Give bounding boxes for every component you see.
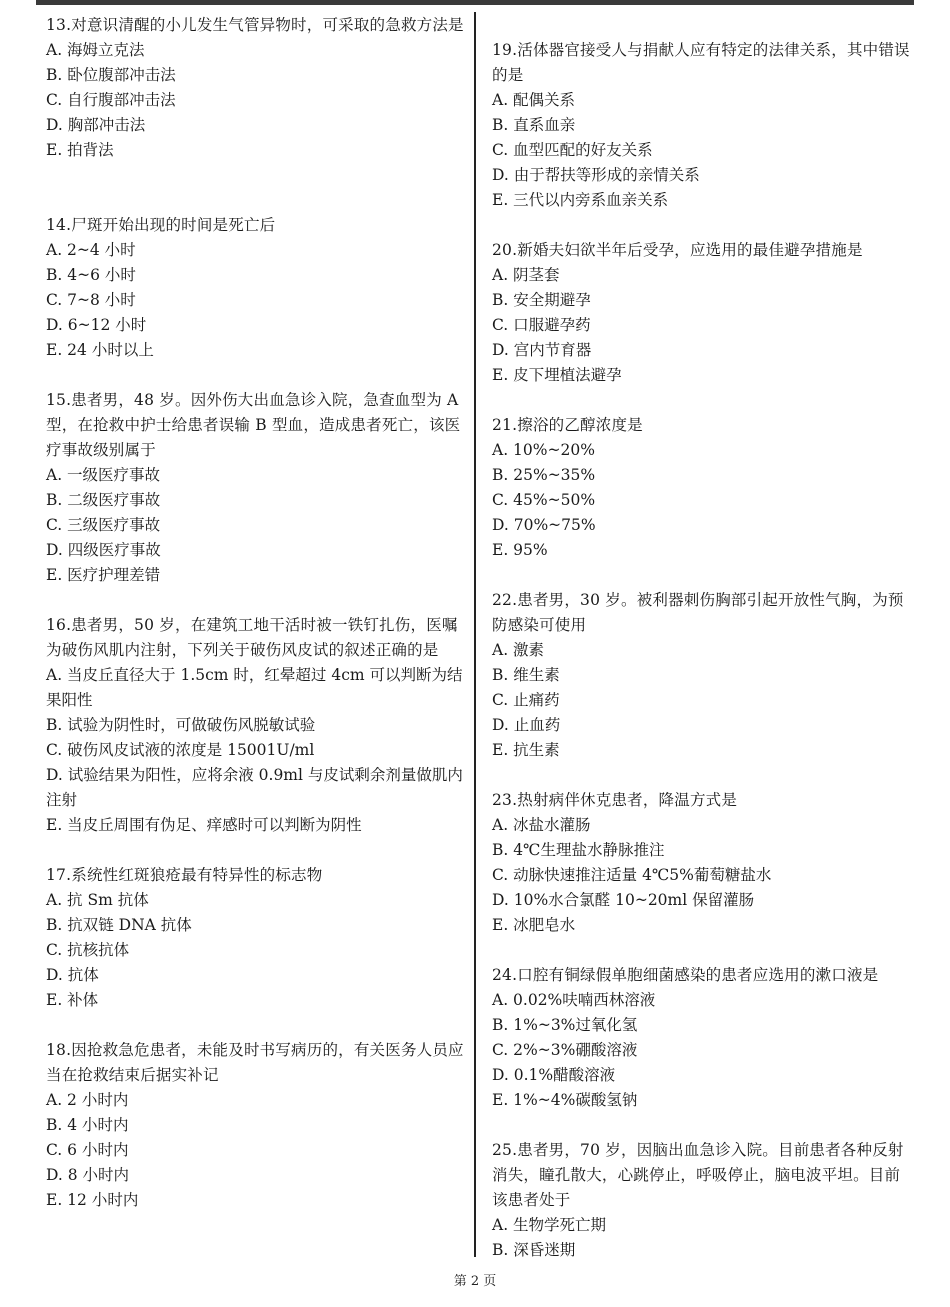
option-c: C. 自行腹部冲击法 xyxy=(46,91,176,109)
option-a: A. 2 小时内 xyxy=(46,1091,129,1109)
option-d: D. 抗体 xyxy=(46,966,99,984)
option-a: A. 10%~20% xyxy=(492,441,595,459)
question-stem: 13.对意识清醒的小儿发生气管异物时，可采取的急救方法是 xyxy=(46,16,464,34)
question-stem: 18.因抢救急危患者，未能及时书写病历的，有关医务人员应当在抢救结束后据实补记 xyxy=(46,1041,464,1084)
option-b: B. 卧位腹部冲击法 xyxy=(46,66,176,84)
option-e: E. 12 小时内 xyxy=(46,1191,139,1209)
question-24 xyxy=(492,963,912,1113)
option-b: B. 维生素 xyxy=(492,666,560,684)
option-c: C. 口服避孕药 xyxy=(492,316,591,334)
option-a: A. 海姆立克法 xyxy=(46,41,145,59)
option-e: E. 95% xyxy=(492,541,548,559)
option-a: A. 生物学死亡期 xyxy=(492,1216,607,1234)
option-e: E. 三代以内旁系血亲关系 xyxy=(492,191,669,209)
option-d: D. 止血药 xyxy=(492,716,561,734)
question-stem: 24.口腔有铜绿假单胞细菌感染的患者应选用的漱口液是 xyxy=(492,966,879,984)
option-e: E. 医疗护理差错 xyxy=(46,566,161,584)
option-b: B. 直系血亲 xyxy=(492,116,576,134)
option-e: E. 补体 xyxy=(46,991,99,1009)
question-18 xyxy=(46,1038,466,1213)
option-a: A. 抗 Sm 抗体 xyxy=(46,891,149,909)
option-b: B. 1%~3%过氧化氢 xyxy=(492,1016,638,1034)
question-stem: 20.新婚夫妇欲半年后受孕，应选用的最佳避孕措施是 xyxy=(492,241,863,259)
option-d: D. 宫内节育器 xyxy=(492,341,592,359)
question-16 xyxy=(46,613,466,838)
option-d: D. 试验结果为阳性，应将余液 0.9ml 与皮试剩余剂量做肌内注射 xyxy=(46,766,463,809)
question-stem: 17.系统性红斑狼疮最有特异性的标志物 xyxy=(46,866,323,884)
option-d: D. 6~12 小时 xyxy=(46,316,147,334)
top-border-bar xyxy=(36,0,914,5)
option-c: C. 破伤风皮试液的浓度是 15001U/ml xyxy=(46,741,315,759)
option-b: B. 安全期避孕 xyxy=(492,291,591,309)
option-d: D. 0.1%醋酸溶液 xyxy=(492,1066,616,1084)
question-stem: 23.热射病伴休克患者，降温方式是 xyxy=(492,791,738,809)
question-stem: 25.患者男，70 岁，因脑出血急诊入院。目前患者各种反射消失，瞳孔散大，心跳停止，呼吸停止，脑电波平坦。目前该患者处于 xyxy=(492,1141,904,1209)
option-c: C. 7~8 小时 xyxy=(46,291,136,309)
left-question-column xyxy=(46,13,466,1213)
option-c: C. 动脉快速推注适量 4℃5%葡萄糖盐水 xyxy=(492,866,772,884)
option-c: C. 三级医疗事故 xyxy=(46,516,161,534)
option-d: D. 四级医疗事故 xyxy=(46,541,161,559)
question-20 xyxy=(492,238,912,388)
option-e: E. 皮下埋植法避孕 xyxy=(492,366,622,384)
option-d: D. 胸部冲击法 xyxy=(46,116,146,134)
question-23 xyxy=(492,788,912,938)
option-e: E. 1%~4%碳酸氢钠 xyxy=(492,1091,638,1109)
question-15 xyxy=(46,388,466,588)
question-25 xyxy=(492,1138,912,1263)
option-d: D. 10%水合氯醛 10~20ml 保留灌肠 xyxy=(492,891,755,909)
option-b: B. 二级医疗事故 xyxy=(46,491,161,509)
option-b: B. 试验为阴性时，可做破伤风脱敏试验 xyxy=(46,716,316,734)
option-a: A. 当皮丘直径大于 1.5cm 时，红晕超过 4cm 可以判断为结果阳性 xyxy=(46,666,463,709)
page-number-footer: 第 2 页 xyxy=(453,1274,497,1289)
option-d: D. 由于帮扶等形成的亲情关系 xyxy=(492,166,700,184)
option-e: E. 抗生素 xyxy=(492,741,560,759)
option-e: E. 拍背法 xyxy=(46,141,114,159)
option-a: A. 2~4 小时 xyxy=(46,241,136,259)
question-19 xyxy=(492,38,912,213)
option-a: A. 一级医疗事故 xyxy=(46,466,161,484)
option-b: B. 抗双链 DNA 抗体 xyxy=(46,916,192,934)
option-e: E. 24 小时以上 xyxy=(46,341,154,359)
option-b: B. 4~6 小时 xyxy=(46,266,136,284)
option-d: D. 70%~75% xyxy=(492,516,596,534)
option-c: C. 2%~3%硼酸溶液 xyxy=(492,1041,638,1059)
question-stem: 22.患者男，30 岁。被利器刺伤胸部引起开放性气胸，为预防感染可使用 xyxy=(492,591,904,634)
question-13 xyxy=(46,13,466,163)
option-b: B. 深昏迷期 xyxy=(492,1241,576,1259)
column-divider xyxy=(474,12,476,1257)
right-question-column xyxy=(492,38,912,1263)
question-stem: 21.擦浴的乙醇浓度是 xyxy=(492,416,643,434)
option-c: C. 抗核抗体 xyxy=(46,941,130,959)
option-a: A. 0.02%呋喃西林溶液 xyxy=(492,991,656,1009)
option-c: C. 血型匹配的好友关系 xyxy=(492,141,653,159)
question-stem: 14.尸斑开始出现的时间是死亡后 xyxy=(46,216,276,234)
question-stem: 16.患者男，50 岁，在建筑工地干活时被一铁钉扎伤，医嘱为破伤风肌内注射，下列关于破伤风皮试的叙述正确的是 xyxy=(46,616,458,659)
option-e: E. 冰肥皂水 xyxy=(492,916,576,934)
option-c: C. 45%~50% xyxy=(492,491,596,509)
option-c: C. 止痛药 xyxy=(492,691,560,709)
option-e: E. 当皮丘周围有伪足、痒感时可以判断为阴性 xyxy=(46,816,362,834)
option-a: A. 激素 xyxy=(492,641,545,659)
option-b: B. 4 小时内 xyxy=(46,1116,129,1134)
question-14 xyxy=(46,213,466,363)
question-stem: 15.患者男，48 岁。因外伤大出血急诊入院，急查血型为 A 型，在抢救中护士给患者误输 B 型血，造成患者死亡，该医疗事故级别属于 xyxy=(46,391,461,459)
option-c: C. 6 小时内 xyxy=(46,1141,129,1159)
question-17 xyxy=(46,863,466,1013)
question-stem: 19.活体器官接受人与捐献人应有特定的法律关系，其中错误的是 xyxy=(492,41,910,84)
question-21 xyxy=(492,413,912,563)
option-a: A. 配偶关系 xyxy=(492,91,576,109)
question-22 xyxy=(492,588,912,763)
option-b: B. 4℃生理盐水静脉推注 xyxy=(492,841,665,859)
option-a: A. 阴茎套 xyxy=(492,266,560,284)
option-a: A. 冰盐水灌肠 xyxy=(492,816,591,834)
option-b: B. 25%~35% xyxy=(492,466,596,484)
option-d: D. 8 小时内 xyxy=(46,1166,130,1184)
